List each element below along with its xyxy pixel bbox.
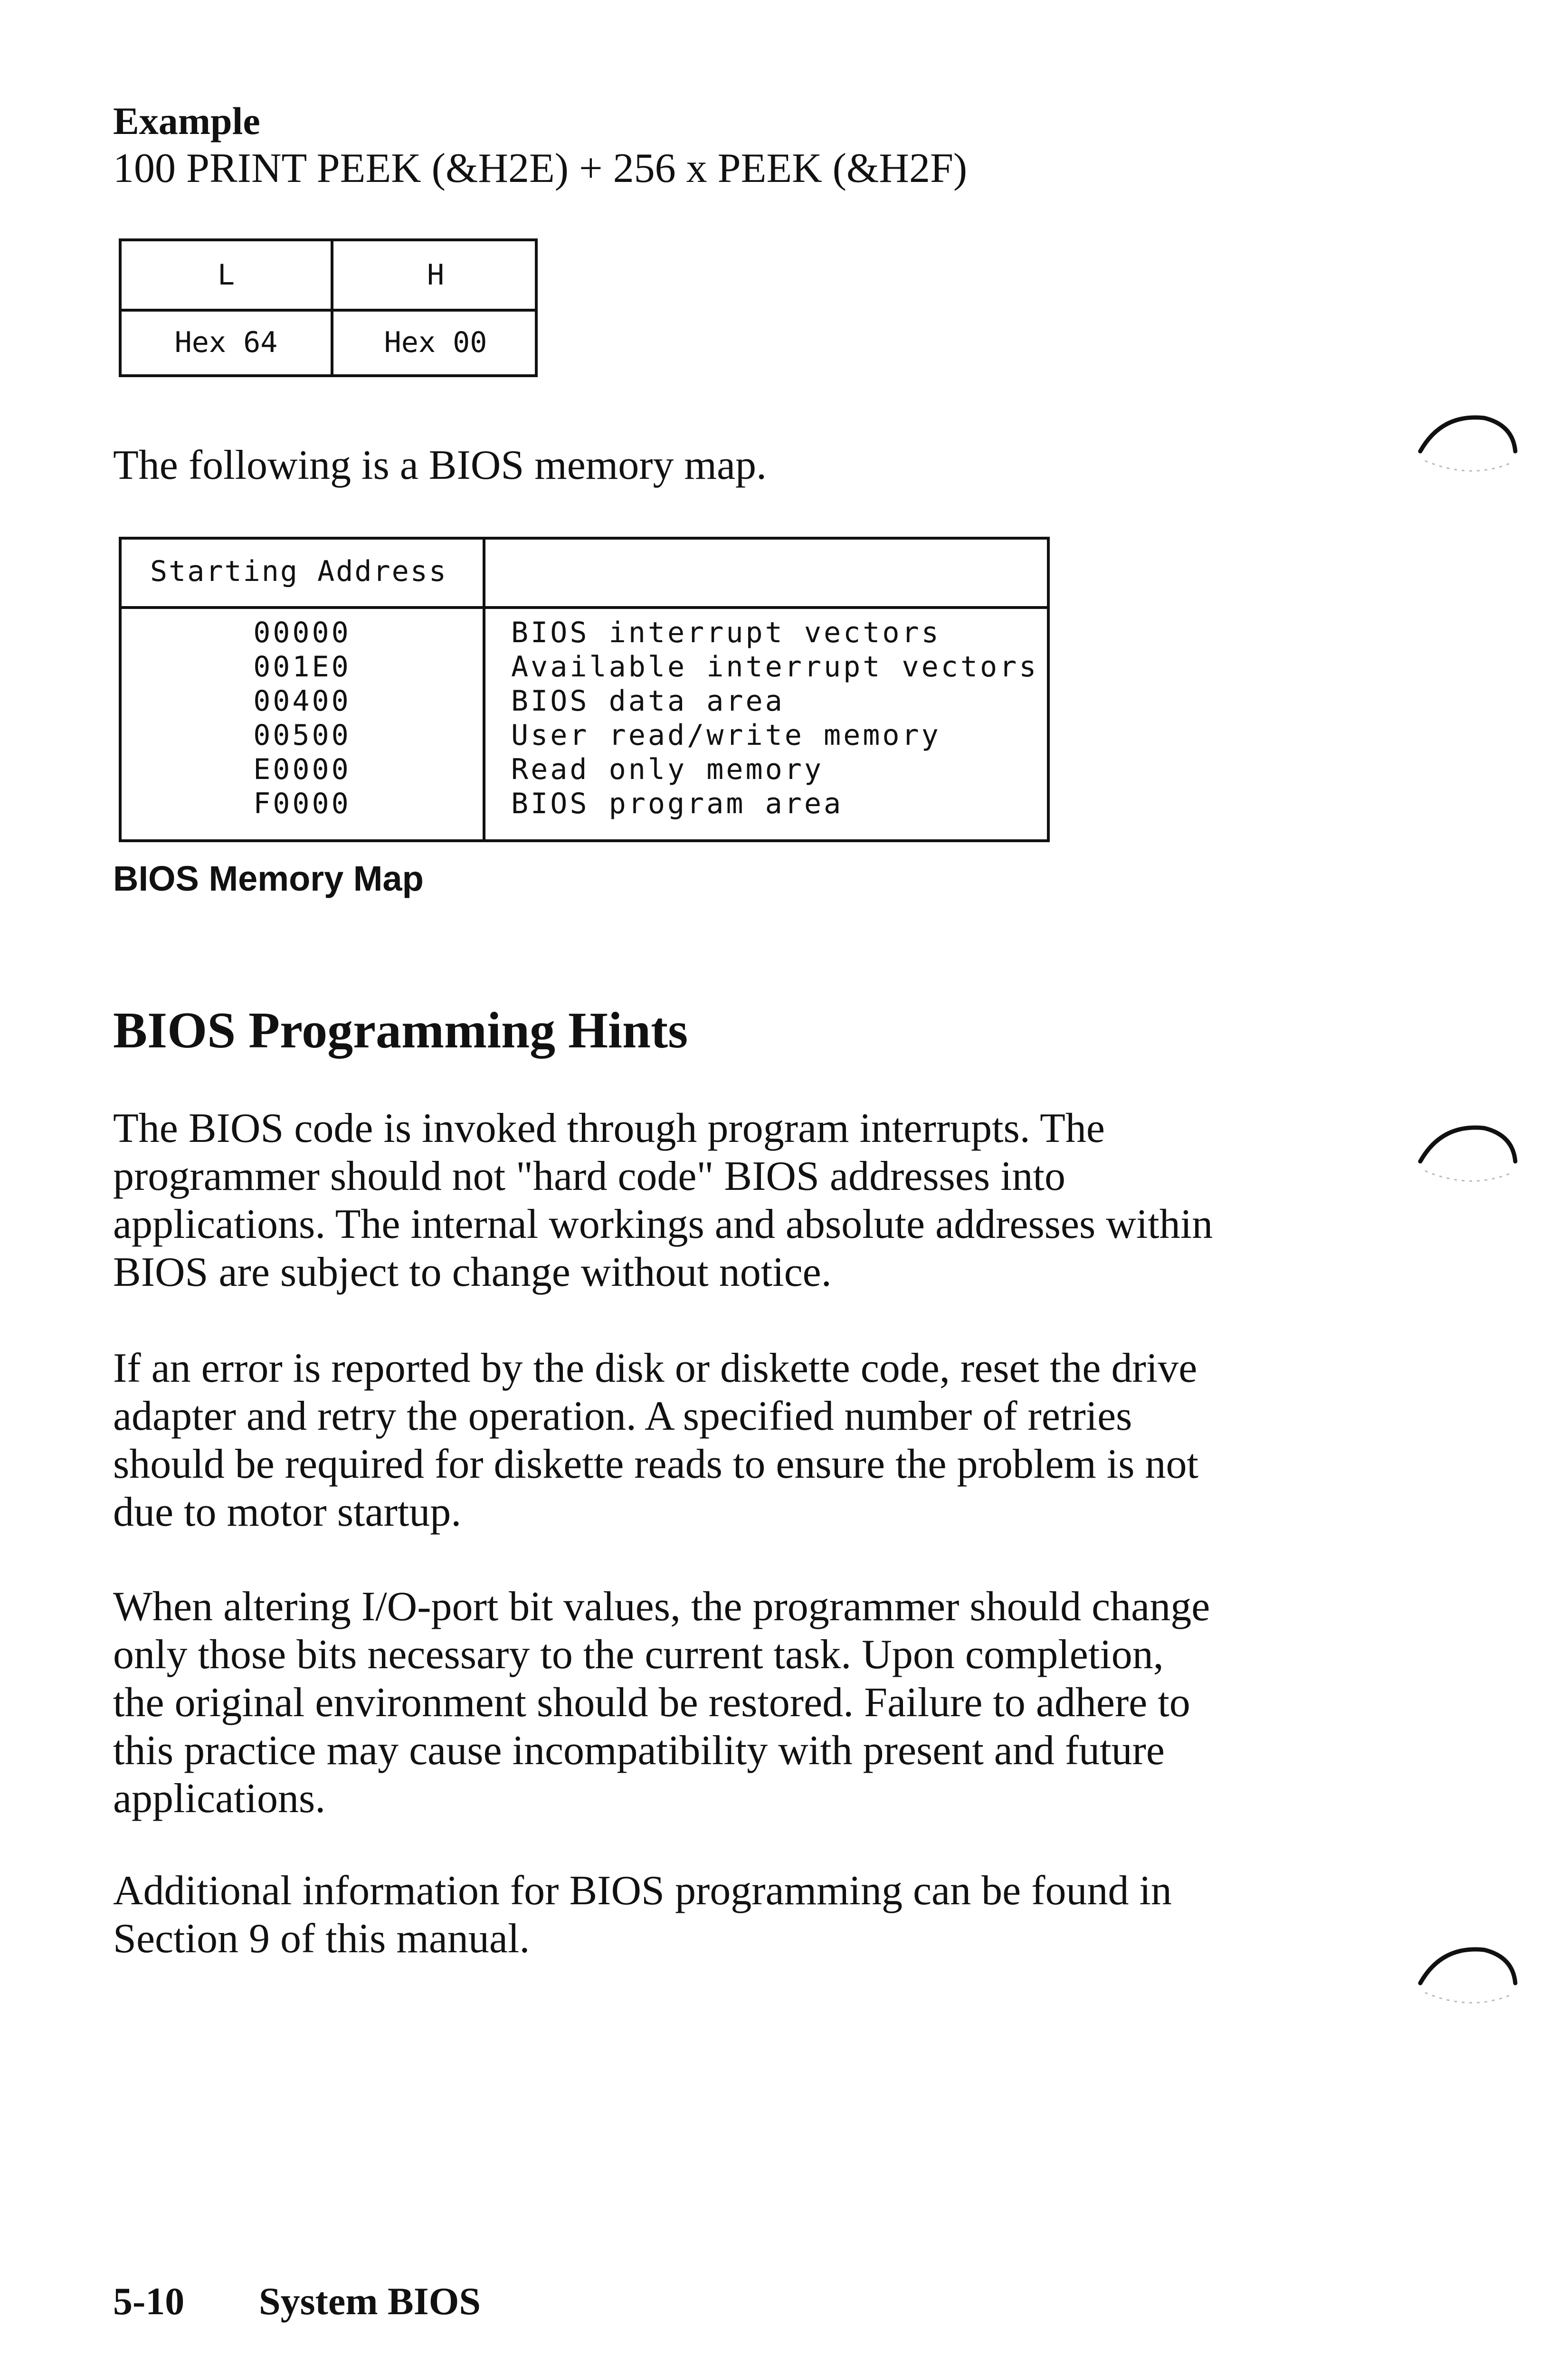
description-cell: Available interrupt vectors bbox=[511, 650, 1039, 684]
description-cell: BIOS data area bbox=[511, 684, 785, 718]
memory-map-intro: The following is a BIOS memory map. bbox=[113, 442, 767, 488]
punch-hole-bottom bbox=[1413, 1936, 1522, 2012]
byte-table-header-rule bbox=[122, 309, 535, 312]
example-label: Example bbox=[113, 99, 260, 142]
address-cell: 00500 bbox=[253, 719, 351, 752]
paragraph-line: this practice may cause incompatibility with present and future bbox=[113, 1728, 1165, 1774]
section-heading: BIOS Programming Hints bbox=[113, 1002, 688, 1059]
address-cell: 00000 bbox=[253, 616, 351, 649]
paragraph-line: should be required for diskette reads to ensure the problem is not bbox=[113, 1441, 1198, 1487]
paragraph-4 bbox=[113, 1867, 1405, 1963]
paragraph-line: Additional information for BIOS programming can be found in bbox=[113, 1868, 1172, 1914]
paragraph-line: Section 9 of this manual. bbox=[113, 1916, 530, 1962]
paragraph-3 bbox=[113, 1583, 1405, 1823]
byte-header-high: H bbox=[427, 258, 445, 292]
memory-map-header: Starting Address bbox=[150, 555, 447, 588]
memory-map-divider bbox=[483, 540, 485, 839]
byte-value-low: Hex 64 bbox=[174, 326, 278, 359]
address-cell: F0000 bbox=[253, 787, 351, 820]
paragraph-line: applications. bbox=[113, 1776, 326, 1822]
description-column bbox=[511, 616, 1038, 821]
paragraph-2 bbox=[113, 1344, 1405, 1536]
address-cell: E0000 bbox=[253, 753, 351, 786]
description-cell: BIOS program area bbox=[511, 787, 844, 820]
punch-hole-top bbox=[1413, 404, 1522, 480]
paragraph-line: only those bits necessary to the current task. Upon completion, bbox=[113, 1632, 1164, 1678]
byte-table bbox=[119, 238, 538, 377]
address-cell: 001E0 bbox=[253, 650, 351, 684]
paragraph-line: BIOS are subject to change without notice. bbox=[113, 1249, 832, 1295]
memory-map-table bbox=[119, 537, 1050, 842]
paragraph-line: The BIOS code is invoked through program interrupts. The bbox=[113, 1105, 1105, 1151]
paragraph-line: When altering I/O-port bit values, the programmer should change bbox=[113, 1584, 1210, 1630]
byte-header-low: L bbox=[217, 258, 235, 292]
address-cell: 00400 bbox=[253, 684, 351, 718]
paragraph-line: the original environment should be restored. Failure to adhere to bbox=[113, 1680, 1190, 1726]
byte-value-high: Hex 00 bbox=[384, 326, 487, 359]
punch-hole-middle bbox=[1413, 1114, 1522, 1190]
paragraph-line: adapter and retry the operation. A specified number of retries bbox=[113, 1393, 1132, 1439]
description-cell: User read/write memory bbox=[511, 719, 941, 752]
memory-map-header-rule bbox=[122, 606, 1047, 609]
paragraph-line: programmer should not "hard code" BIOS addresses into bbox=[113, 1153, 1066, 1199]
paragraph-line: applications. The internal workings and absolute addresses within bbox=[113, 1201, 1213, 1247]
description-cell: BIOS interrupt vectors bbox=[511, 616, 941, 649]
paragraph-line: If an error is reported by the disk or diskette code, reset the drive bbox=[113, 1345, 1197, 1391]
example-code: 100 PRINT PEEK (&H2E) + 256 x PEEK (&H2F) bbox=[113, 145, 968, 191]
memory-map-caption: BIOS Memory Map bbox=[113, 859, 424, 898]
footer-title: System BIOS bbox=[259, 2280, 481, 2323]
description-cell: Read only memory bbox=[511, 753, 824, 786]
paragraph-1 bbox=[113, 1104, 1405, 1296]
address-column bbox=[122, 616, 483, 821]
paragraph-line: due to motor startup. bbox=[113, 1489, 462, 1535]
footer-page-number: 5-10 bbox=[113, 2280, 185, 2323]
